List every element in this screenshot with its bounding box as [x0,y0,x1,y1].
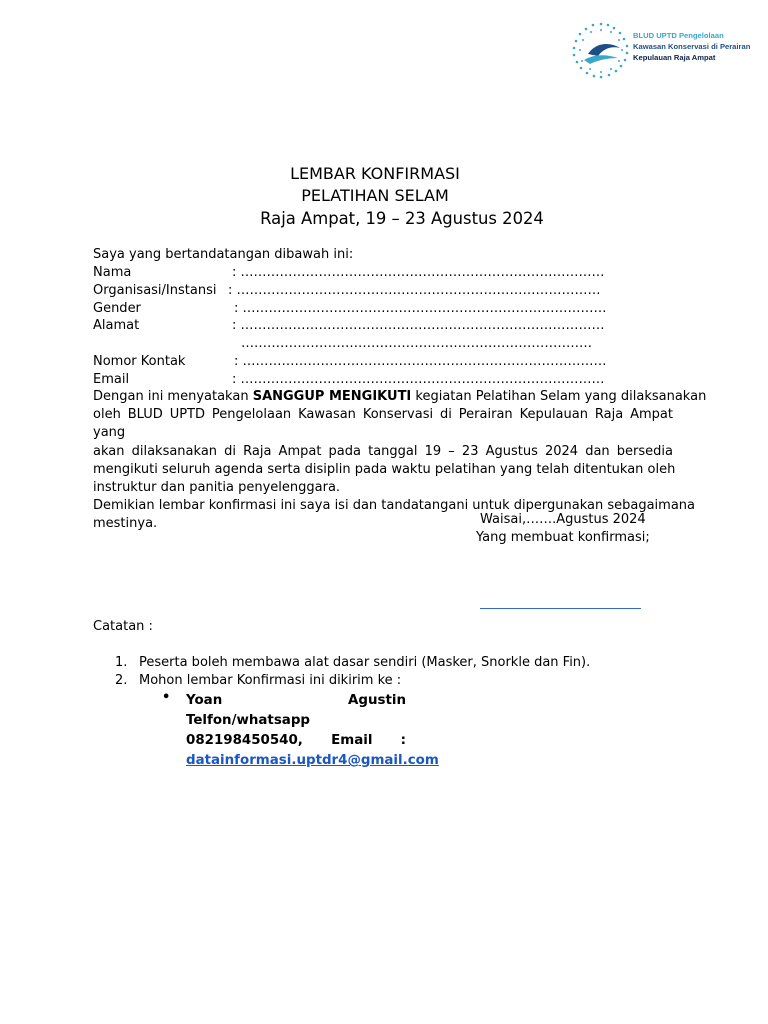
field-label-alamat: Alamat [93,318,140,333]
list-item-number: 2. [115,673,128,688]
field-label-gender: Gender [93,301,141,316]
logo-text-line1: BLUD UPTD Pengelolaan [633,31,724,40]
signature-place-date: Waisai,…….Agustus 2024 [480,512,646,527]
field-alamat[interactable]: : ………………………………………………………………………… [232,318,605,333]
field-gender[interactable]: : ………………………………………………………………………… [234,301,607,316]
field-nama[interactable]: : ………………………………………………………………………… [232,265,605,280]
field-label-email: Email [93,372,130,387]
field-organisasi[interactable]: : ………………………………………………………………………… [228,283,601,298]
event-location-date: Raja Ampat, 19 – 23 Agustus 2024 [260,209,544,228]
document-subtitle: PELATIHAN SELAM [301,186,449,205]
contact-line2: 082198450540, Email : [186,733,406,748]
field-label-nomor-kontak: Nomor Kontak [93,354,186,369]
dotted-circle-wave-icon [570,20,632,82]
statement-line1: Dengan ini menyatakan SANGGUP MENGIKUTI kegiatan Pelatihan Selam yang dilaksanakan [93,389,707,404]
form-intro: Saya yang bertandatangan dibawah ini: [93,247,354,262]
list-item-text: Mohon lembar Konfirmasi ini dikirim ke : [139,673,402,688]
contact-line1: Yoan Agustin Telfon/whatsapp [186,693,406,728]
field-email[interactable]: : ………………………………………………………………………… [232,372,605,387]
bullet-icon: • [162,690,171,705]
statement-line2: oleh BLUD UPTD Pengelolaan Kawasan Konservasi di Perairan Kepulauan Raja Ampat yang [93,407,673,441]
field-alamat-line2[interactable]: ……………………………………………………………………… [241,336,592,351]
field-label-organisasi: Organisasi/Instansi [93,283,217,298]
statement-line4: mengikuti seluruh agenda serta disiplin pada waktu pelatihan yang telah ditentukan oleh [93,461,676,477]
email-link[interactable]: datainformasi.uptdr4@gmail.com [186,753,439,768]
list-item-number: 1. [115,655,128,670]
list-item-text: Peserta boleh membawa alat dasar sendiri (Masker, Snorkle dan Fin). [139,655,591,670]
contact-block [186,691,439,771]
statement-emphasis: SANGGUP MENGIKUTI [252,389,412,404]
logo-text-line2: Kawasan Konservasi di Perairan [633,42,751,51]
statement-line5: instruktur dan panitia penyelenggara. [93,480,341,496]
notes-title: Catatan : [93,619,153,634]
statement-line7: mestinya. [93,516,158,532]
statement-line6: Demikian lembar konfirmasi ini saya isi dan tandatangani untuk dipergunakan sebagaimana [93,498,696,514]
signature-maker-label: Yang membuat konfirmasi; [476,530,650,545]
statement-line3: akan dilaksanakan di Raja Ampat pada tanggal 19 – 23 Agustus 2024 dan bersedia [93,443,673,459]
logo-text-line3: Kepulauan Raja Ampat [633,53,716,62]
document-title: LEMBAR KONFIRMASI [290,164,460,183]
field-nomor-kontak[interactable]: : ………………………………………………………………………… [234,354,607,369]
organization-logo [570,20,751,88]
signature-line [480,608,641,609]
field-label-nama: Nama [93,265,132,280]
